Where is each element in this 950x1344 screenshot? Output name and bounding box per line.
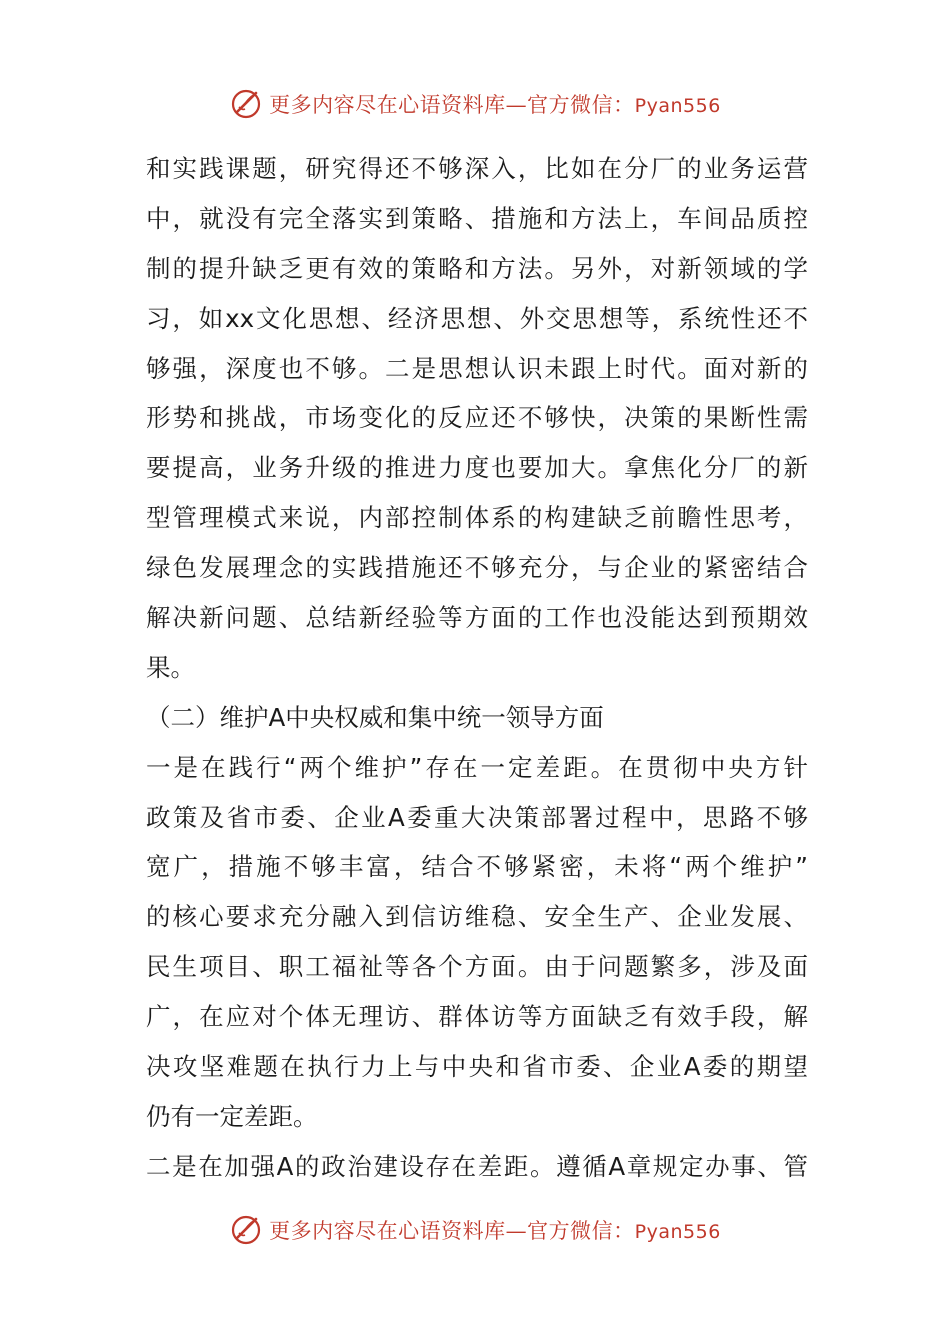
body-line: 一是在践行“两个维护”存在一定差距。在贯彻中央方针 — [146, 752, 808, 782]
body-line: 够强，深度也不够。二是思想认识未跟上时代。面对新的 — [146, 353, 808, 383]
body-line: 民生项目、职工福祉等各个方面。由于问题繁多，涉及面 — [146, 952, 808, 982]
body-line: 制的提升缺乏更有效的策略和方法。另外，对新领域的学 — [146, 253, 808, 283]
body-line: 绿色发展理念的实践措施还不够充分，与企业的紧密结合 — [146, 553, 808, 583]
body-line: 解决新问题、总结新经验等方面的工作也没能达到预期效 — [146, 603, 808, 633]
body-line: 果。 — [146, 652, 195, 682]
footer-wechat-label: 官方微信： — [527, 1219, 635, 1243]
body-line: 决攻坚难题在执行力上与中央和省市委、企业A委的期望 — [146, 1052, 808, 1082]
body-line: 的核心要求充分融入到信访维稳、安全生产、企业发展、 — [146, 902, 808, 932]
body-line: 型管理模式来说，内部控制体系的构建缺乏前瞻性思考， — [146, 503, 808, 533]
body-line: 宽广，措施不够丰富，结合不够紧密，未将“两个维护” — [146, 852, 808, 882]
body-line: 政策及省市委、企业A委重大决策部署过程中，思路不够 — [146, 802, 808, 832]
body-line: 和实践课题，研究得还不够深入，比如在分厂的业务运营 — [146, 154, 808, 183]
body-line: 中，就没有完全落实到策略、措施和方法上，车间品质控 — [146, 203, 808, 233]
header-wechat-id: Pyan556 — [634, 95, 721, 117]
footer-wechat-id: Pyan556 — [634, 1221, 721, 1243]
header-banner-text — [269, 89, 721, 119]
footer-banner — [0, 1208, 950, 1252]
body-line: 仍有一定差距。 — [146, 1101, 318, 1131]
section-heading: （二）维护A中央权威和集中统一领导方面 — [146, 702, 604, 732]
document-body — [146, 144, 808, 1192]
header-banner-title: 更多内容尽在心语资料库 — [269, 93, 506, 117]
header-banner — [0, 82, 950, 126]
body-line: 要提高，业务升级的推进力度也要加大。拿焦化分厂的新 — [146, 453, 808, 483]
quill-logo-icon — [229, 87, 263, 121]
header-wechat-label: 官方微信： — [527, 93, 635, 117]
header-banner-separator: — — [505, 93, 528, 117]
footer-banner-title: 更多内容尽在心语资料库 — [269, 1219, 506, 1243]
body-line: 习，如xx文化思想、经济思想、外交思想等，系统性还不 — [146, 303, 808, 333]
quill-logo-icon — [229, 1213, 263, 1247]
footer-banner-text — [269, 1215, 721, 1245]
body-line: 二是在加强A的政治建设存在差距。遵循A章规定办事、管 — [146, 1151, 808, 1181]
body-line: 形势和挑战，市场变化的反应还不够快，决策的果断性需 — [146, 403, 808, 433]
footer-banner-separator: — — [505, 1219, 528, 1243]
body-line: 广，在应对个体无理访、群体访等方面缺乏有效手段，解 — [146, 1002, 808, 1032]
